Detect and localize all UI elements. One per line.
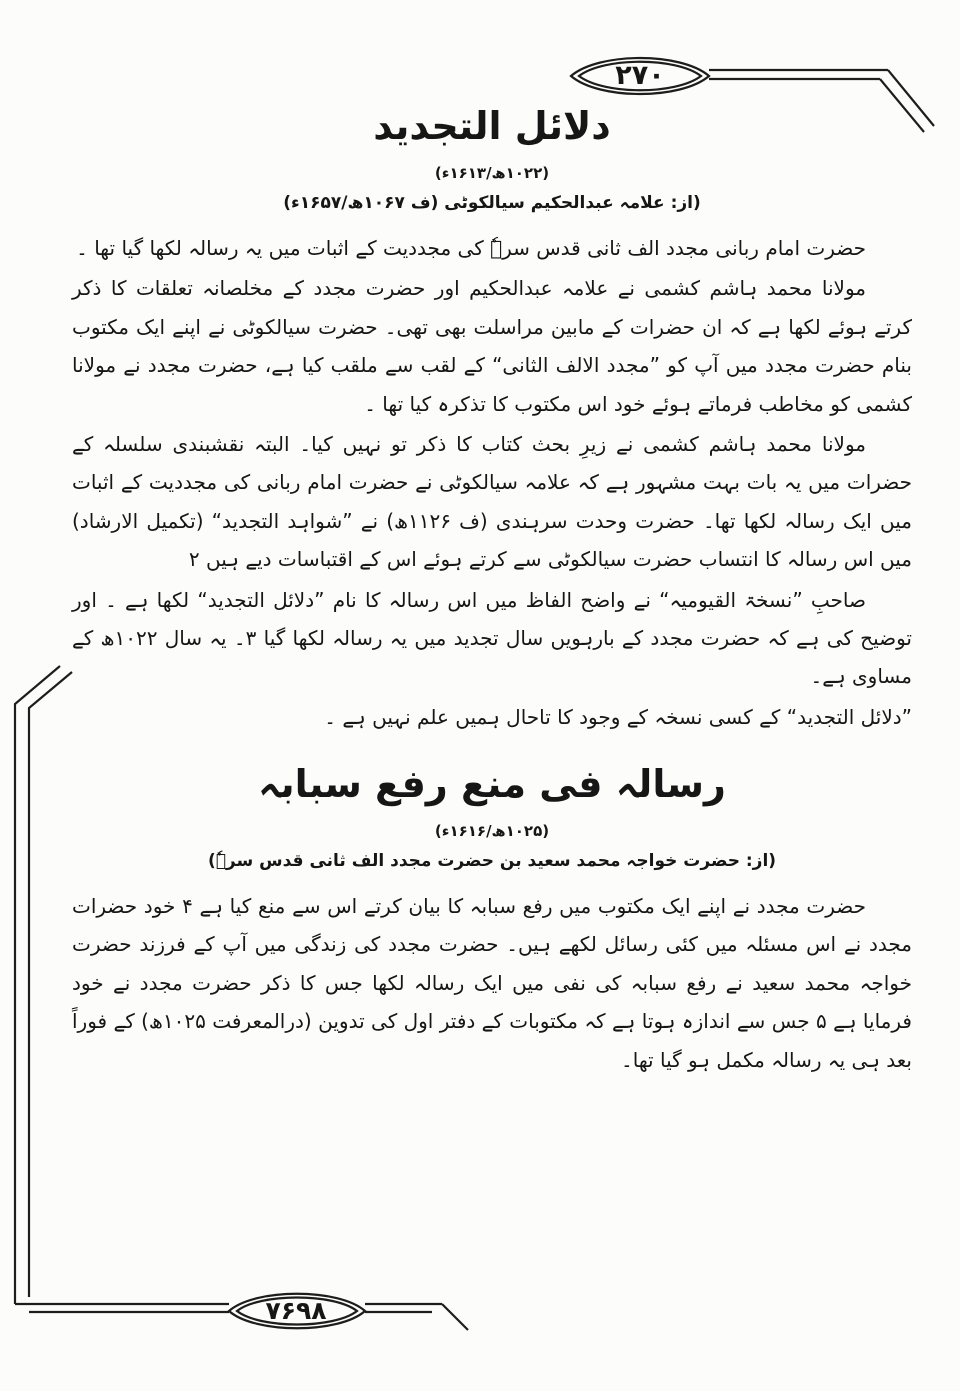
- section1-paragraph-1: حضرت امام ربانی مجدد الف ثانی قدس سرہٗ کی مجددیت کے اثبات میں یہ رسالہ لکھا گیا تھا ۔: [76, 236, 866, 260]
- section1-paragraph-4: صاحبِ ”نسخۃ القیومیہ“ نے واضح الفاظ میں اس رسالہ کا نام ”دلائل التجدید“ لکھا ہے ۔ اور توضیح کی ہے کہ حضرت مجدد کے بارہویں سال تجدید میں یہ رسالہ لکھا گیا ۳۔ یہ سال ۱۰۲۲ھ کے مساوی ہے۔: [72, 587, 912, 689]
- section1-paragraph-2: مولانا محمد ہاشم کشمی نے علامہ عبدالحکیم اور حضرت مجدد کے مخلصانہ تعلقات کا ذکر کرتے ہوئے لکھا ہے کہ ان حضرات کے مابین مراسلت بھی تھی۔ حضرت سیالکوٹی نے اپنے ایک مکتوب بنام حضرت مجدد میں آپ کو ”مجدد الالف الثانی“ کے لقب سے ملقب کیا ہے، حضرت مجدد نے مولانا کشمی کو مخاطب فرماتے ہوئے خود اس مکتوب کا تذکرہ کیا تھا ۔: [72, 276, 912, 416]
- section2-title: رسالہ فی منع رفع سبابہ: [258, 762, 726, 807]
- page-number-bottom: ۷۶۹۸: [265, 1296, 327, 1325]
- section2-paragraph-1: حضرت مجدد نے اپنے ایک مکتوب میں رفع سبابہ کا بیان کرتے اس سے منع کیا ہے ۴ خود حضرات مجدد نے اس مسئلہ میں کئی رسائل لکھے ہیں۔ حضرت مجدد کی زندگی میں آپ کے فرزند حضرت خواجہ محمد سعید نے رفع سبابہ کی نفی میں ایک رسالہ لکھا جس کا ذکر حضرت مجدد نے خود فرمایا ہے ۵ جس سے اندازہ ہوتا ہے کہ مکتوبات کے دفتر اول کی تدوین (درالمعرفت ۱۰۲۵ھ) کے فوراً بعد ہی یہ رسالہ مکمل ہو گیا تھا۔: [72, 894, 912, 1072]
- page-number-top: ۲۷۰: [615, 60, 665, 91]
- section1-title: دلائل التجدید: [373, 104, 611, 148]
- left-border-lines: [15, 666, 72, 1304]
- section2-date: (۱۰۲۵ھ/۱۶۱۶ء): [434, 822, 550, 841]
- section1-paragraph-5: ”دلائل التجدید“ کے کسی نسخہ کے وجود کا تاحال ہمیں علم نہیں ہے ۔: [324, 704, 912, 729]
- section1-date: (۱۰۲۲ھ/۱۶۱۳ء): [434, 164, 550, 182]
- page-content: [72, 104, 912, 1081]
- section1-paragraph-3: مولانا محمد ہاشم کشمی نے زیرِ بحث کتاب کا ذکر تو نہیں کیا۔ البتہ نقشبندی سلسلہ کے حضرات میں یہ بات بہت مشہور ہے کہ علامہ سیالکوٹی نے حضرت امام ربانی کی مجددیت کے اثبات میں ایک رسالہ لکھا تھا۔ حضرت وحدت سرہندی (ف ۱۱۲۶ھ) نے ”شواہد التجدید“ (تکمیل الارشاد) میں اس رسالہ کا انتساب حضرت سیالکوٹی سے کرتے ہوئے اس کے اقتباسات دیے ہیں ۲: [72, 431, 912, 572]
- section1-byline: (از: علامہ عبدالحکیم سیالکوٹی (ف ۱۰۶۷ھ/۱۶۵۷ء): [283, 193, 701, 213]
- section2-byline: (از: حضرت خواجہ محمد سعید بن حضرت مجدد الف ثانی قدس سرہٗ): [207, 851, 777, 872]
